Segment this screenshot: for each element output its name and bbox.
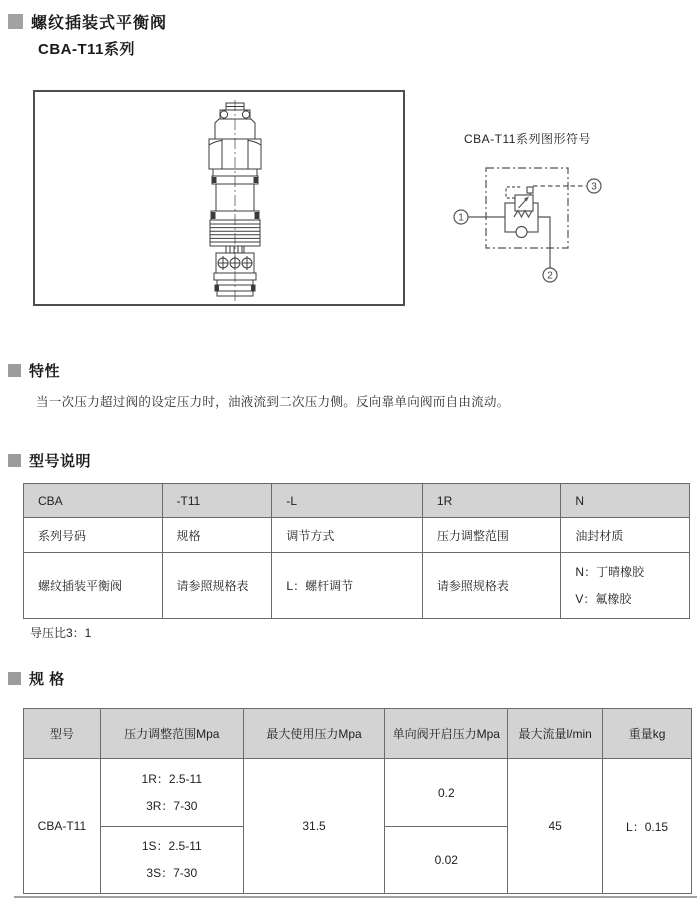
section-bullet-icon	[8, 454, 21, 467]
specs-header-cell: 压力调整范围Mpa	[100, 709, 243, 759]
spec-range-3r: 3R：7-30	[146, 798, 198, 813]
specs-header-cell: 型号	[24, 709, 101, 759]
model-code-heading-text: 型号说明	[29, 453, 92, 470]
port-label-2: 2	[547, 270, 553, 282]
features-heading	[8, 360, 60, 381]
model-desc-cell: 请参照规格表	[162, 553, 272, 619]
spec-pressure-range-s-cell	[100, 827, 243, 894]
page-series: CBA-T11系列	[38, 41, 136, 58]
model-code-cell: N	[561, 484, 690, 518]
specs-heading-text: 规 格	[29, 671, 65, 688]
page-title: 螺纹插装式平衡阀	[31, 15, 168, 32]
model-desc-cell: L：螺杆调节	[272, 553, 423, 619]
spec-range-3s: 3S：7-30	[146, 866, 198, 880]
model-desc-cell: 螺纹插装平衡阀	[24, 553, 163, 619]
model-code-row	[24, 484, 690, 518]
model-label-cell: 压力调整范围	[422, 518, 561, 553]
title-bullet-icon	[8, 14, 23, 29]
specs-header-cell: 最大使用压力Mpa	[243, 709, 385, 759]
model-desc-cell: 请参照规格表	[422, 553, 561, 619]
port-label-3: 3	[591, 181, 597, 193]
spec-max-pressure-cell: 31.5	[243, 759, 385, 894]
spec-range-1r: 1R：2.5-11	[141, 771, 203, 786]
spec-check-open-top-cell: 0.2	[385, 759, 508, 827]
pilot-ratio-note: 导压比3：1	[30, 626, 92, 640]
section-bullet-icon	[8, 672, 21, 685]
hydraulic-symbol-diagram	[438, 158, 694, 308]
features-heading-text: 特性	[29, 363, 61, 380]
model-label-cell: 系列号码	[24, 518, 163, 553]
model-code-cell: -T11	[162, 484, 272, 518]
seal-option-n: N：丁晴橡胶	[575, 564, 645, 579]
spec-model-cell: CBA-T11	[24, 759, 101, 894]
model-desc-row	[24, 553, 690, 619]
specs-header-cell: 最大流量l/min	[508, 709, 603, 759]
specs-table	[23, 708, 692, 894]
model-code-heading	[8, 450, 91, 471]
specs-row-r	[24, 759, 692, 827]
spec-range-1s: 1S：2.5-11	[141, 839, 202, 853]
spec-pressure-range-r-cell	[100, 759, 243, 827]
spec-check-open-bottom-cell: 0.02	[385, 827, 508, 894]
valve-drawing	[170, 98, 300, 303]
page-header	[8, 10, 167, 33]
spec-max-flow-cell: 45	[508, 759, 603, 894]
specs-header-row	[24, 709, 692, 759]
model-label-row	[24, 518, 690, 553]
model-desc-cell-seal	[561, 553, 690, 619]
features-text: 当一次压力超过阀的设定压力时，油液流到二次压力侧。反向靠单向阀而自由流动。	[36, 395, 510, 409]
section-bullet-icon	[8, 364, 21, 377]
port-label-1: 1	[458, 212, 464, 224]
model-label-cell: 油封材质	[561, 518, 690, 553]
model-label-cell: 规格	[162, 518, 272, 553]
model-code-cell: -L	[272, 484, 423, 518]
specs-header-cell: 重量kg	[603, 709, 692, 759]
spec-weight-cell: L：0.15	[603, 759, 692, 894]
specs-header-cell: 单向阀开启压力Mpa	[385, 709, 508, 759]
specs-heading	[8, 668, 65, 689]
model-code-cell: CBA	[24, 484, 163, 518]
model-code-cell: 1R	[422, 484, 561, 518]
seal-option-v: V：氟橡胶	[575, 591, 632, 606]
model-code-table	[23, 483, 690, 619]
symbol-caption: CBA-T11系列图形符号	[464, 132, 591, 146]
model-label-cell: 调节方式	[272, 518, 423, 553]
page-bottom-divider	[14, 896, 697, 898]
